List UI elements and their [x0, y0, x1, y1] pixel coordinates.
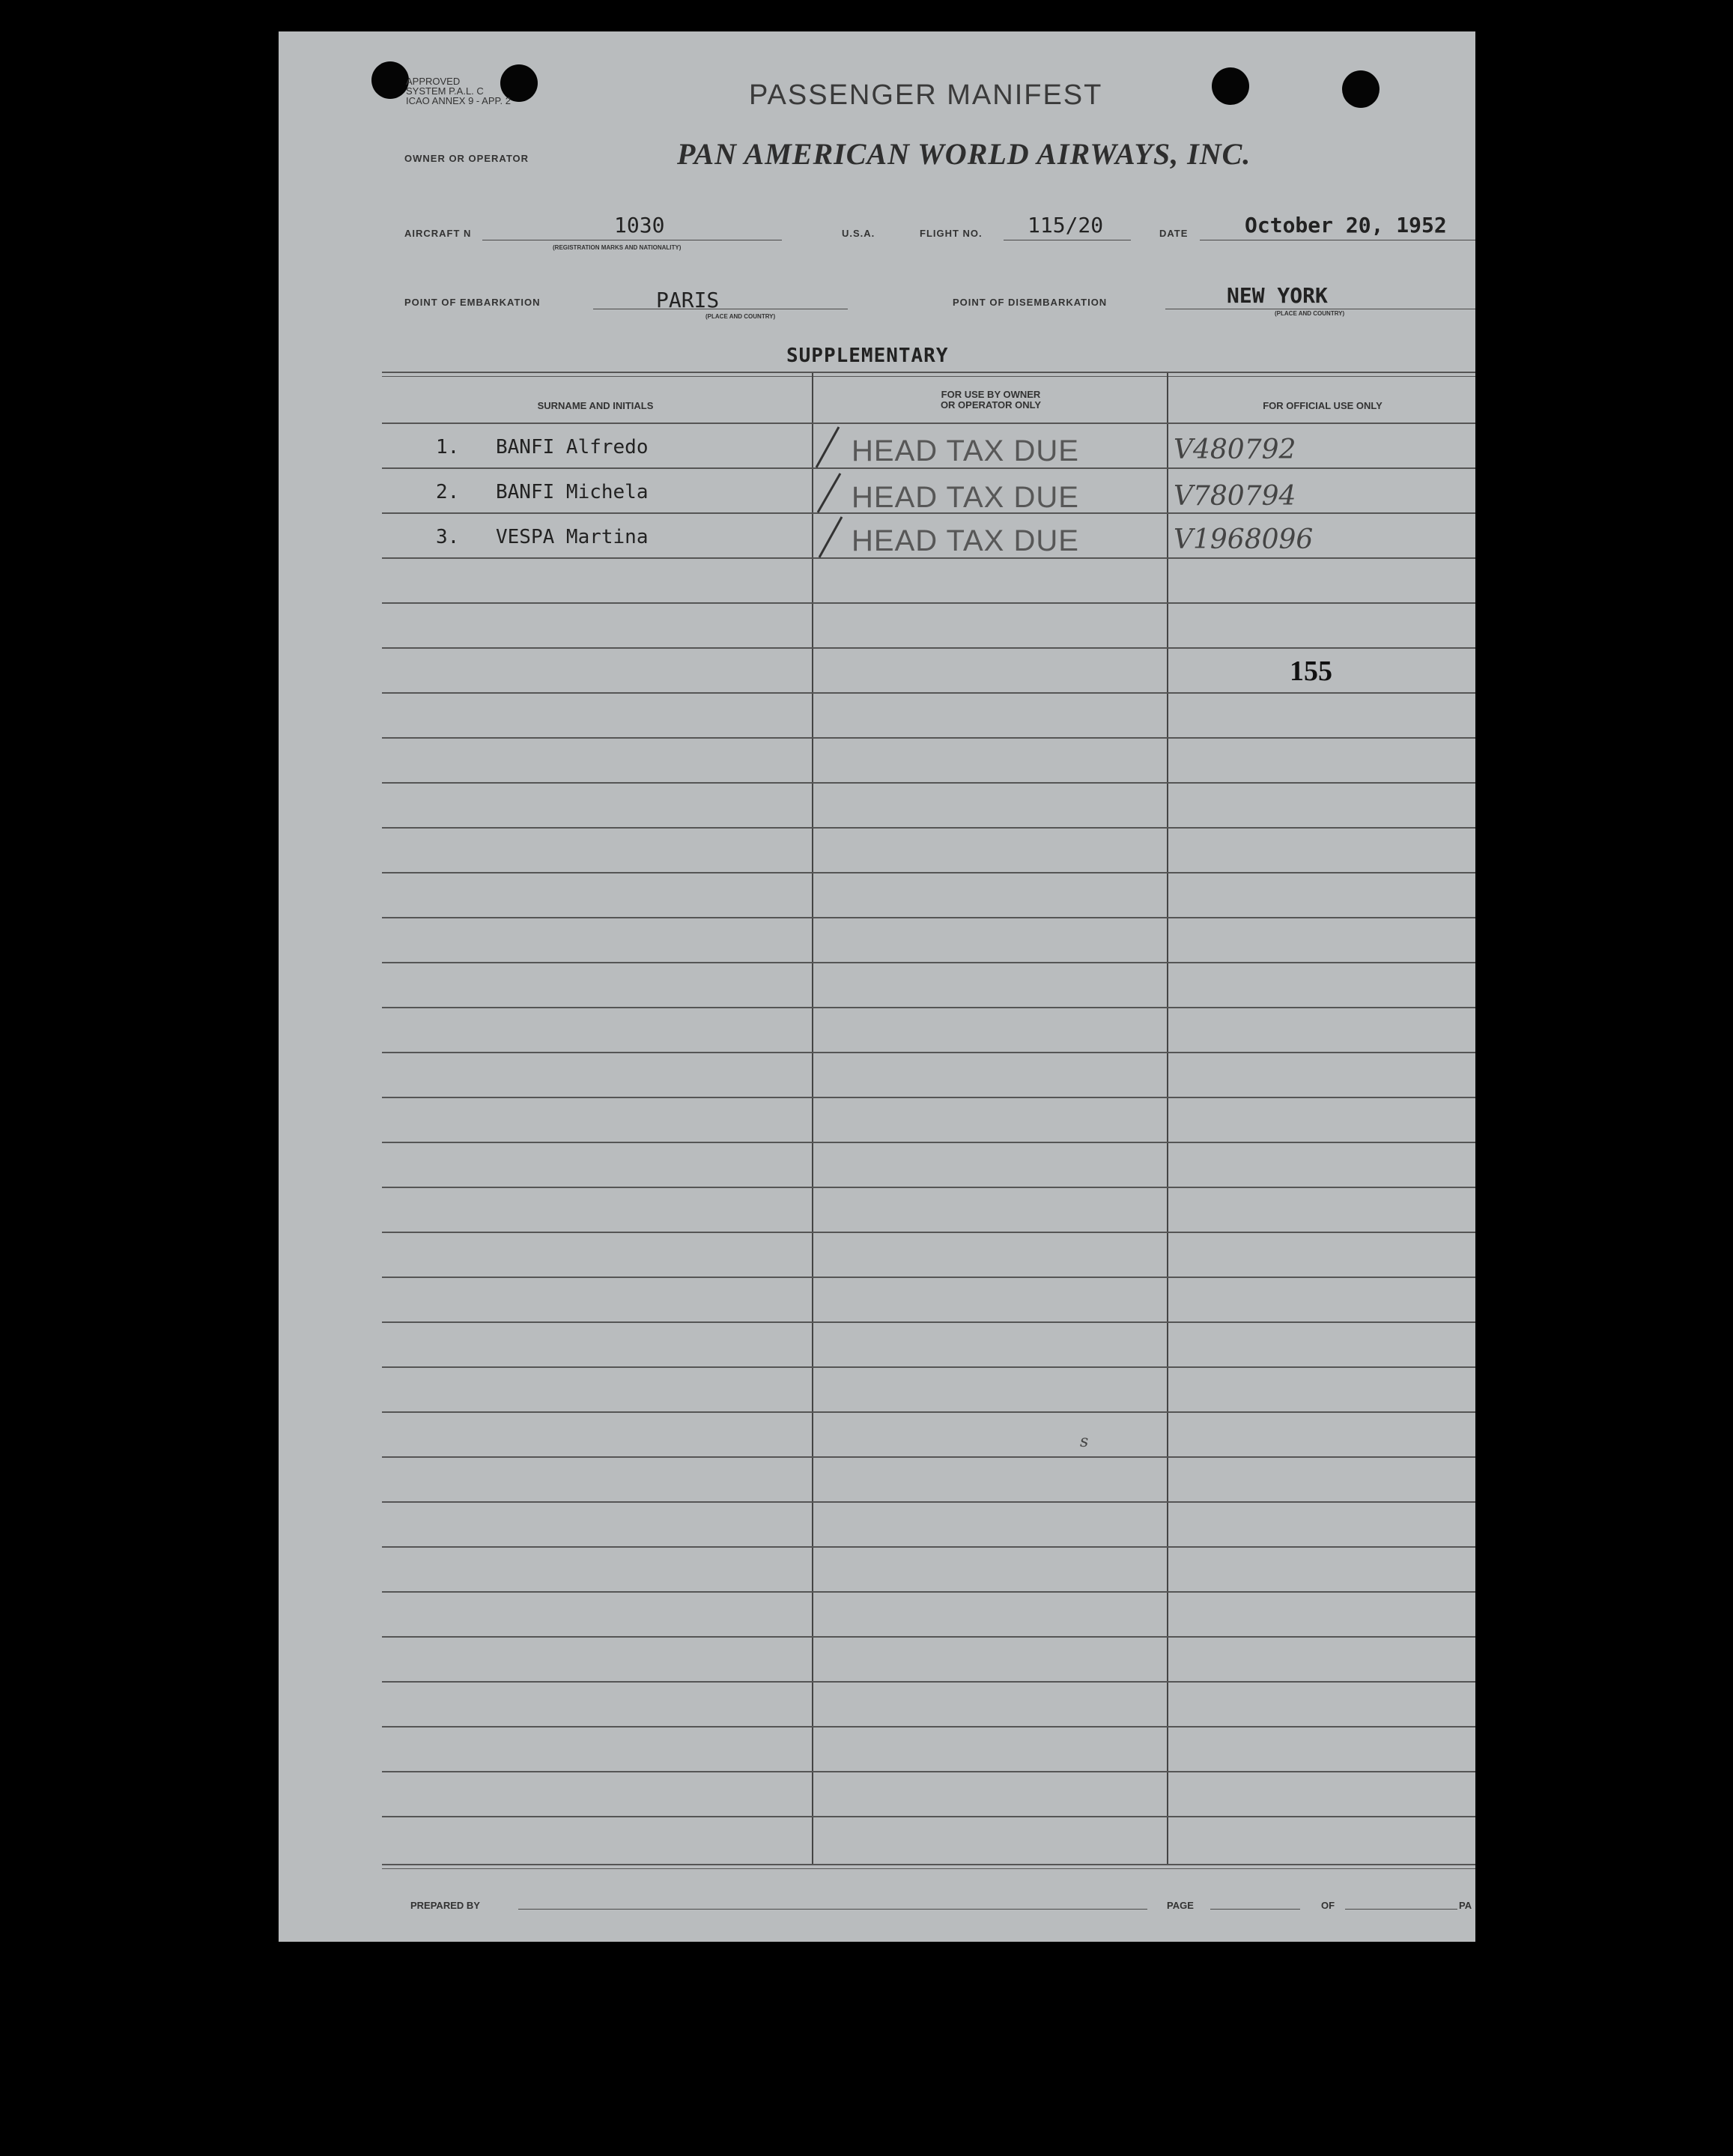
- embarkation-label: POINT OF EMBARKATION: [404, 297, 541, 308]
- page-underline: [1210, 1909, 1300, 1910]
- form-title: PASSENGER MANIFEST: [749, 79, 1103, 111]
- page-stamp-number: 155: [1290, 655, 1332, 687]
- row-rule: [382, 917, 1475, 918]
- row-rule: [382, 872, 1475, 873]
- head-tax-stamp: HEAD TAX DUE: [852, 481, 1079, 514]
- row-rule: [382, 1546, 1475, 1548]
- disembarkation-note: (PLACE AND COUNTRY): [1275, 310, 1345, 317]
- date-label: DATE: [1159, 228, 1189, 239]
- row-rule: [382, 1501, 1475, 1503]
- row-rule: [382, 1456, 1475, 1458]
- passenger-name: BANFI Alfredo: [496, 436, 649, 458]
- row-rule: [382, 827, 1475, 829]
- row-rule: [382, 1097, 1475, 1098]
- row-rule: [382, 1681, 1475, 1683]
- of-underline: [1345, 1909, 1457, 1910]
- approval-line: APPROVED: [406, 76, 461, 87]
- owner-value: PAN AMERICAN WORLD AIRWAYS, INC.: [677, 137, 1251, 171]
- column-header-name: SURNAME AND INITIALS: [537, 400, 654, 411]
- prepared-by-underline: [518, 1909, 1147, 1910]
- row-rule: [382, 962, 1475, 963]
- row-rule: [382, 1816, 1475, 1817]
- visa-number: V480792: [1174, 434, 1296, 465]
- row-number: 3.: [436, 526, 460, 548]
- date-value: October 20, 1952: [1245, 213, 1447, 237]
- supplementary-label: SUPPLEMENTARY: [786, 345, 949, 367]
- row-rule: [382, 1277, 1475, 1278]
- column-header-official: FOR OFFICIAL USE ONLY: [1263, 400, 1383, 411]
- passenger-name: VESPA Martina: [496, 526, 649, 548]
- head-tax-stamp: HEAD TAX DUE: [852, 434, 1079, 467]
- row-rule: [382, 1052, 1475, 1053]
- row-rule: [382, 1321, 1475, 1323]
- column-header-owner-use-line: OR OPERATOR ONLY: [940, 399, 1042, 411]
- row-rule: [382, 1142, 1475, 1143]
- of-label: OF: [1321, 1900, 1335, 1911]
- visa-number: V780794: [1174, 481, 1296, 512]
- row-rule: [382, 1366, 1475, 1368]
- row-rule: [382, 1411, 1475, 1413]
- row-rule: [382, 1187, 1475, 1188]
- row-rule: [382, 1636, 1475, 1638]
- owner-label: OWNER OR OPERATOR: [404, 153, 529, 164]
- page-label-cut: PA: [1459, 1900, 1472, 1911]
- passenger-name: BANFI Michela: [496, 481, 649, 503]
- approval-line: SYSTEM P.A.L. C: [406, 85, 484, 97]
- aircraft-label: AIRCRAFT N: [404, 228, 472, 239]
- manifest-page: [279, 31, 1475, 1942]
- column-header-owner-use-line: FOR USE BY OWNER: [941, 389, 1041, 400]
- row-rule: [382, 692, 1475, 694]
- usa-label: U.S.A.: [842, 228, 875, 239]
- visa-number: V1968096: [1174, 524, 1314, 555]
- flight-no-value: 115/20: [1028, 213, 1104, 237]
- head-tax-stamp: HEAD TAX DUE: [852, 524, 1079, 557]
- embarkation-note: (PLACE AND COUNTRY): [705, 313, 776, 320]
- approval-line: ICAO ANNEX 9 - APP. 2: [406, 95, 511, 106]
- disembarkation-value: NEW YORK: [1227, 283, 1328, 308]
- registration-note: (REGISTRATION MARKS AND NATIONALITY): [553, 244, 682, 251]
- row-rule: [382, 1591, 1475, 1593]
- row-number: 2.: [436, 481, 460, 503]
- row-rule: [382, 1232, 1475, 1233]
- embarkation-value: PARIS: [656, 288, 720, 312]
- table-bottom-rule: [382, 1868, 1475, 1869]
- row-rule: [382, 1771, 1475, 1772]
- row-number: 1.: [436, 436, 460, 458]
- flight-no-label: FLIGHT NO.: [920, 228, 983, 239]
- row-rule: [382, 647, 1475, 649]
- disembarkation-label: POINT OF DISEMBARKATION: [953, 297, 1108, 308]
- row-rule: [382, 1726, 1475, 1727]
- row-rule: [382, 1007, 1475, 1008]
- prepared-by-label: PREPARED BY: [410, 1900, 480, 1911]
- checkmark-strokes: [279, 31, 1475, 631]
- table-bottom-rule: [382, 1864, 1475, 1865]
- page-label: PAGE: [1167, 1900, 1194, 1911]
- aircraft-value: 1030: [614, 213, 665, 237]
- row-rule: [382, 782, 1475, 784]
- stray-mark: s: [1080, 1432, 1089, 1451]
- row-rule: [382, 737, 1475, 739]
